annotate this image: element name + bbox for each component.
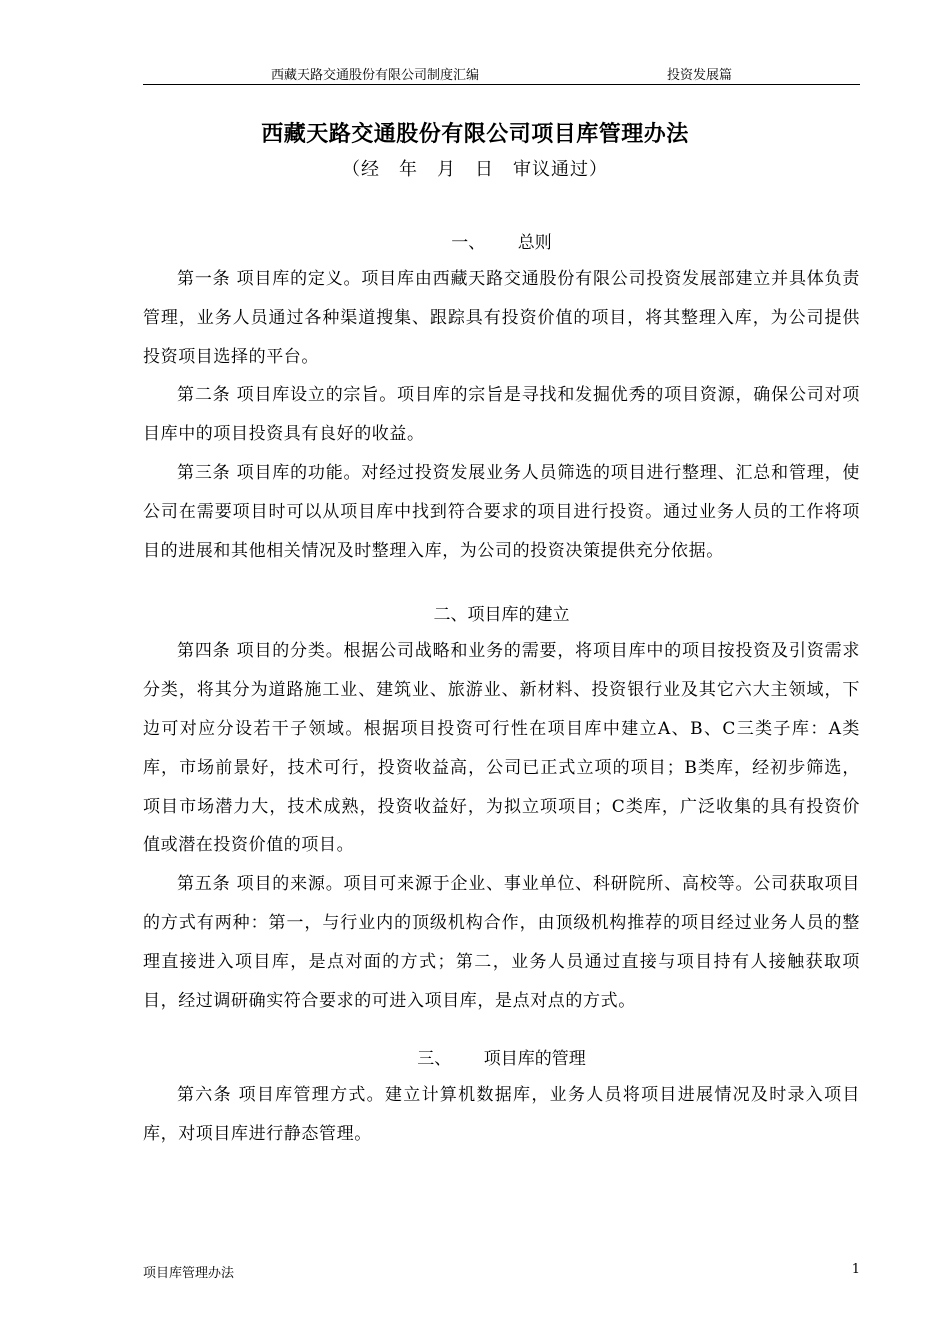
- approval-note: （经 年 月 日 审议通过）: [342, 159, 608, 180]
- section-spacer: [143, 1020, 860, 1042]
- article-1: 第一条 项目库的定义。项目库由西藏天路交通股份有限公司投资发展部建立并具体负责管理，业务人员通过各种渠道搜集、跟踪具有投资价值的项目，将其整理入库，为公司提供投资项目选择的平台。: [143, 269, 860, 367]
- document-body: [143, 226, 860, 1154]
- section-heading-establishment: 二、项目库的建立: [433, 605, 570, 626]
- header-section: 投资发展篇: [667, 68, 733, 83]
- document-title: 西藏天路交通股份有限公司项目库管理办法: [261, 121, 689, 147]
- header-doc-collection: 西藏天路交通股份有限公司制度汇编: [271, 68, 480, 83]
- section-heading-general: 一、 总则: [451, 233, 552, 253]
- article-5: 第五条 项目的来源。项目可来源于企业、事业单位、科研院所、高校等。公司获取项目的方式有两种：第一，与行业内的顶级机构合作，由顶级机构推荐的项目经过业务人员的整理直接进入项目库，是点对面的方式；第二，业务人员通过直接与项目持有人接触获取项目，经过调研确实符合要求的可进入项目库，是点对点的方式。: [143, 874, 860, 1011]
- article-4: 第四条 项目的分类。根据公司战略和业务的需要，将项目库中的项目按投资及引资需求分类，将其分为道路施工业、建筑业、旅游业、新材料、投资银行业及其它六大主领域，下边可对应分设若干子领域。根据项目投资可行性在项目库中建立A、B、C三类子库：A类库，市场前景好，技术可行，投资收益高，公司已正式立项的项目；B类库，经初步筛选，项目市场潜力大，技术成熟，投资收益好，为拟立项项目；C类库，广泛收集的具有投资价值或潜在投资价值的项目。: [143, 641, 860, 856]
- section-heading-management: 三、 项目库的管理: [417, 1049, 586, 1070]
- section-spacer: [143, 570, 860, 598]
- page-header: [143, 62, 860, 85]
- article-6: 第六条 项目库管理方式。建立计算机数据库，业务人员将项目进展情况及时录入项目库，对项目库进行静态管理。: [143, 1085, 860, 1145]
- article-3: 第三条 项目库的功能。对经过投资发展业务人员筛选的项目进行整理、汇总和管理，使公司在需要项目时可以从项目库中找到符合要求的项目进行投资。通过业务人员的工作将项目的进展和其他相关情况及时整理入库，为公司的投资决策提供充分依据。: [143, 462, 860, 561]
- page-number: 1: [851, 1262, 860, 1277]
- article-2: 第二条 项目库设立的宗旨。项目库的宗旨是寻找和发掘优秀的项目资源，确保公司对项目库中的项目投资具有良好的收益。: [143, 385, 860, 445]
- footer-doc-name: 项目库管理办法: [143, 1266, 235, 1281]
